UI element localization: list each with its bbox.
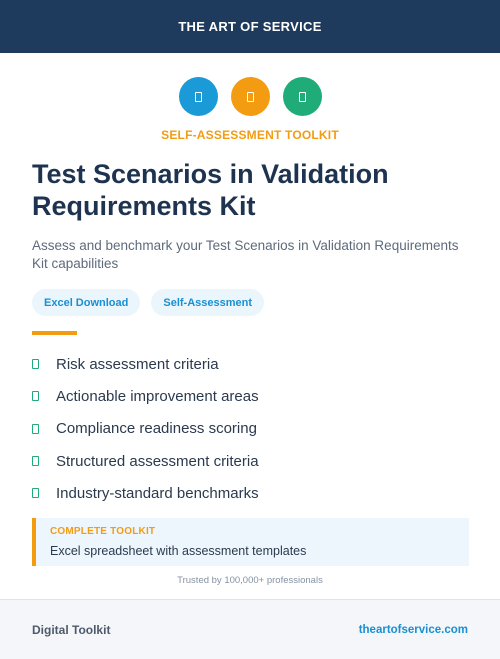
feature-label: Structured assessment criteria — [56, 452, 259, 470]
feature-item — [32, 380, 259, 412]
trust-note: Trusted by 100,000+ professionals — [177, 575, 323, 586]
callout-title: COMPLETE TOOLKIT — [50, 526, 156, 537]
document-icon — [231, 77, 270, 116]
icon-row — [0, 77, 500, 116]
tag-self-assessment: Self-Assessment — [151, 289, 264, 316]
feature-item — [32, 445, 259, 477]
document-icon — [283, 77, 322, 116]
footer-label: Digital Toolkit — [32, 622, 111, 637]
check-icon — [32, 359, 39, 369]
kicker-label: SELF-ASSESSMENT TOOLKIT — [161, 128, 339, 142]
tag-list — [32, 289, 264, 316]
feature-label: Risk assessment criteria — [56, 355, 219, 373]
toolkit-callout — [32, 518, 469, 566]
page-subtitle: Assess and benchmark your Test Scenarios in Validation Requirements Kit capabilities — [32, 238, 459, 271]
header-bar — [0, 0, 500, 53]
footer-bar — [0, 599, 500, 659]
tag-excel-download: Excel Download — [32, 289, 140, 316]
feature-list — [32, 348, 259, 509]
accent-divider — [32, 331, 77, 335]
document-icon — [179, 77, 218, 116]
check-icon — [32, 391, 39, 401]
check-icon — [32, 424, 39, 434]
feature-label: Industry-standard benchmarks — [56, 484, 259, 502]
check-icon — [32, 488, 39, 498]
feature-item — [32, 477, 259, 509]
feature-item — [32, 413, 259, 445]
callout-text: Excel spreadsheet with assessment templates — [50, 544, 307, 558]
check-icon — [32, 456, 39, 466]
footer-website-link[interactable]: theartofservice.com — [358, 623, 468, 636]
feature-item — [32, 348, 259, 380]
page-title: Test Scenarios in Validation Requirements Kit — [32, 159, 389, 221]
feature-label: Compliance readiness scoring — [56, 420, 257, 438]
brand-name: THE ART OF SERVICE — [178, 19, 322, 34]
feature-label: Actionable improvement areas — [56, 387, 259, 405]
